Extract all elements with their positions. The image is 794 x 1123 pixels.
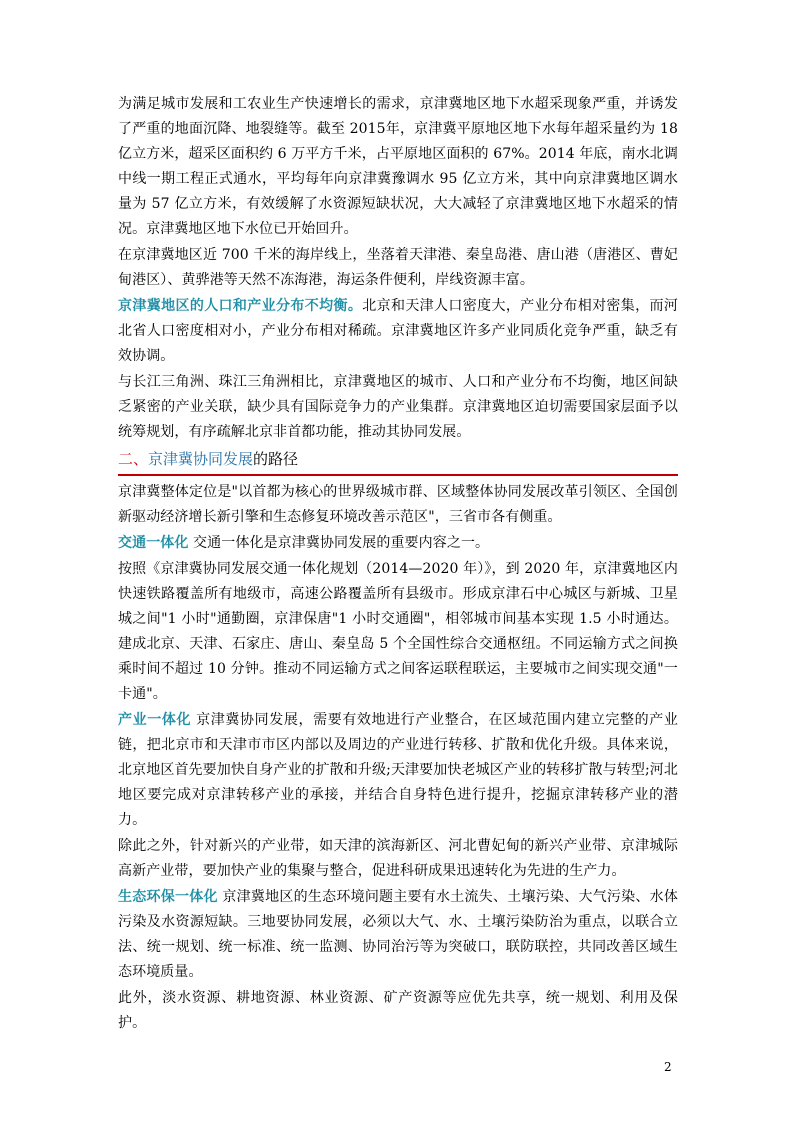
paragraph-text: 京津冀协同发展，需要有效地进行产业整合，在区域范围内建立完整的产业链，把北京市和天津市市区内部以及周边的产业进行转移、扩散和优化升级。具体来说，北京地区首先要加快自身产业的扩散和升级;天津要加快老城区产业的转移扩散与转型;河北地区要完成对京津转移产业的承接，并结合自身特色进行提升，挖掘京津转移产业的潜力。 xyxy=(118,712,678,828)
paragraph-text: 与长江三角洲、珠江三角洲相比，京津冀地区的城市、人口和产业分布不均衡，地区间缺乏紧密的产业关联，缺少具有国际竞争力的产业集群。京津冀地区迫切需要国家层面予以统筹规划，有序疏解北京非首都功能，推动其协同发展。 xyxy=(118,374,678,440)
paragraph-transport xyxy=(118,531,678,556)
paragraph-positioning xyxy=(118,480,678,530)
paragraph-text: 交通一体化是京津冀协同发展的重要内容之一。 xyxy=(188,535,490,551)
document-body xyxy=(118,92,678,1037)
paragraph-text: 除此之外，针对新兴的产业带，如天津的滨海新区、河北曹妃甸的新兴产业带、京津城际高新产业带，要加快产业的集聚与整合，促进科研成果迅速转化为先进的生产力。 xyxy=(118,838,678,879)
page-number: 2 xyxy=(664,1060,672,1074)
paragraph-text: 此外，淡水资源、耕地资源、林业资源、矿产资源等应优先共享，统一规划、利用及保护。 xyxy=(118,990,678,1031)
paragraph-population xyxy=(118,294,678,369)
section-heading xyxy=(118,446,678,473)
keyword-label: 生态环保一体化 xyxy=(118,889,218,905)
paragraph-transport-plan xyxy=(118,557,678,707)
keyword-label: 京津冀地区的人口和产业分布不均衡。 xyxy=(118,298,363,314)
heading-text-1: 京津冀 xyxy=(148,450,194,468)
paragraph-groundwater xyxy=(118,92,678,242)
paragraph-text: 按照《京津冀协同发展交通一体化规划（2014—2020 年）》，到 2020 年，京津冀地区内快速铁路覆盖所有地级市，高速公路覆盖所有县级市。形成京津石中心城区与新城、卫星城之间"1 小时"通勤圈，京津保唐"1 小时交通圈"，相邻城市间基本实现 1.5 小时通达。建成北京、天津、石家庄、唐山、秦皇岛 5 个全国性综合交通枢纽。不同运输方式之间换乘时间不超过 10 分钟。推动不同运输方式之间客运联程联运，主要城市之间实现交通"一卡通"。 xyxy=(118,561,678,702)
paragraph-comparison xyxy=(118,370,678,445)
paragraph-text: 京津冀地区的生态环境问题主要有水土流失、土壤污染、大气污染、水体污染及水资源短缺。三地要协同发展，必须以大气、水、土壤污染防治为重点，以联合立法、统一规划、统一标准、统一监测、协同治污等为突破口，联防联控，共同改善区域生态环境质量。 xyxy=(118,889,679,980)
paragraph-ecology xyxy=(118,885,678,985)
paragraph-text: 北京和天津人口密度大，产业分布相对密集，而河北省人口密度相对小，产业分布相对稀疏。京津冀地区许多产业同质化竞争严重，缺乏有效协调。 xyxy=(118,298,678,364)
paragraph-text: 京津冀整体定位是"以首都为核心的世界级城市群、区域整体协同发展改革引领区、全国创新驱动经济增长新引擎和生态修复环境改善示范区"，三省市各有侧重。 xyxy=(118,484,678,525)
paragraph-industry-belt xyxy=(118,834,678,884)
heading-text-3: 的路径 xyxy=(253,450,299,468)
keyword-label: 交通一体化 xyxy=(118,535,189,551)
paragraph-industry xyxy=(118,708,678,833)
heading-number: 二、 xyxy=(118,450,149,468)
paragraph-resources xyxy=(118,986,678,1036)
heading-text-2: 协同发展 xyxy=(193,450,254,468)
heading-rule xyxy=(118,474,678,476)
paragraph-text: 为满足城市发展和工农业生产快速增长的需求，京津冀地区地下水超采现象严重，并诱发了严重的地面沉降、地裂缝等。截至 2015年，京津冀平原地区地下水每年超采量约为 18 亿立方米，超采区面积约 6 万平方千米，占平原地区面积的 67%。2014 年底，南水北调中线一期工程正式通水，平均每年向京津冀豫调水 95 亿立方米，其中向京津冀地区调水量为 57 亿立方米，有效缓解了水资源短缺状况，大大减轻了京津冀地区地下水超采的情况。京津冀地区地下水位已开始回升。 xyxy=(118,96,678,237)
keyword-label: 产业一体化 xyxy=(118,712,192,728)
paragraph-coastline xyxy=(118,243,678,293)
paragraph-text: 在京津冀地区近 700 千米的海岸线上，坐落着天津港、秦皇岛港、唐山港（唐港区、曹妃甸港区）、黄骅港等天然不冻海港，海运条件便利，岸线资源丰富。 xyxy=(118,247,678,288)
